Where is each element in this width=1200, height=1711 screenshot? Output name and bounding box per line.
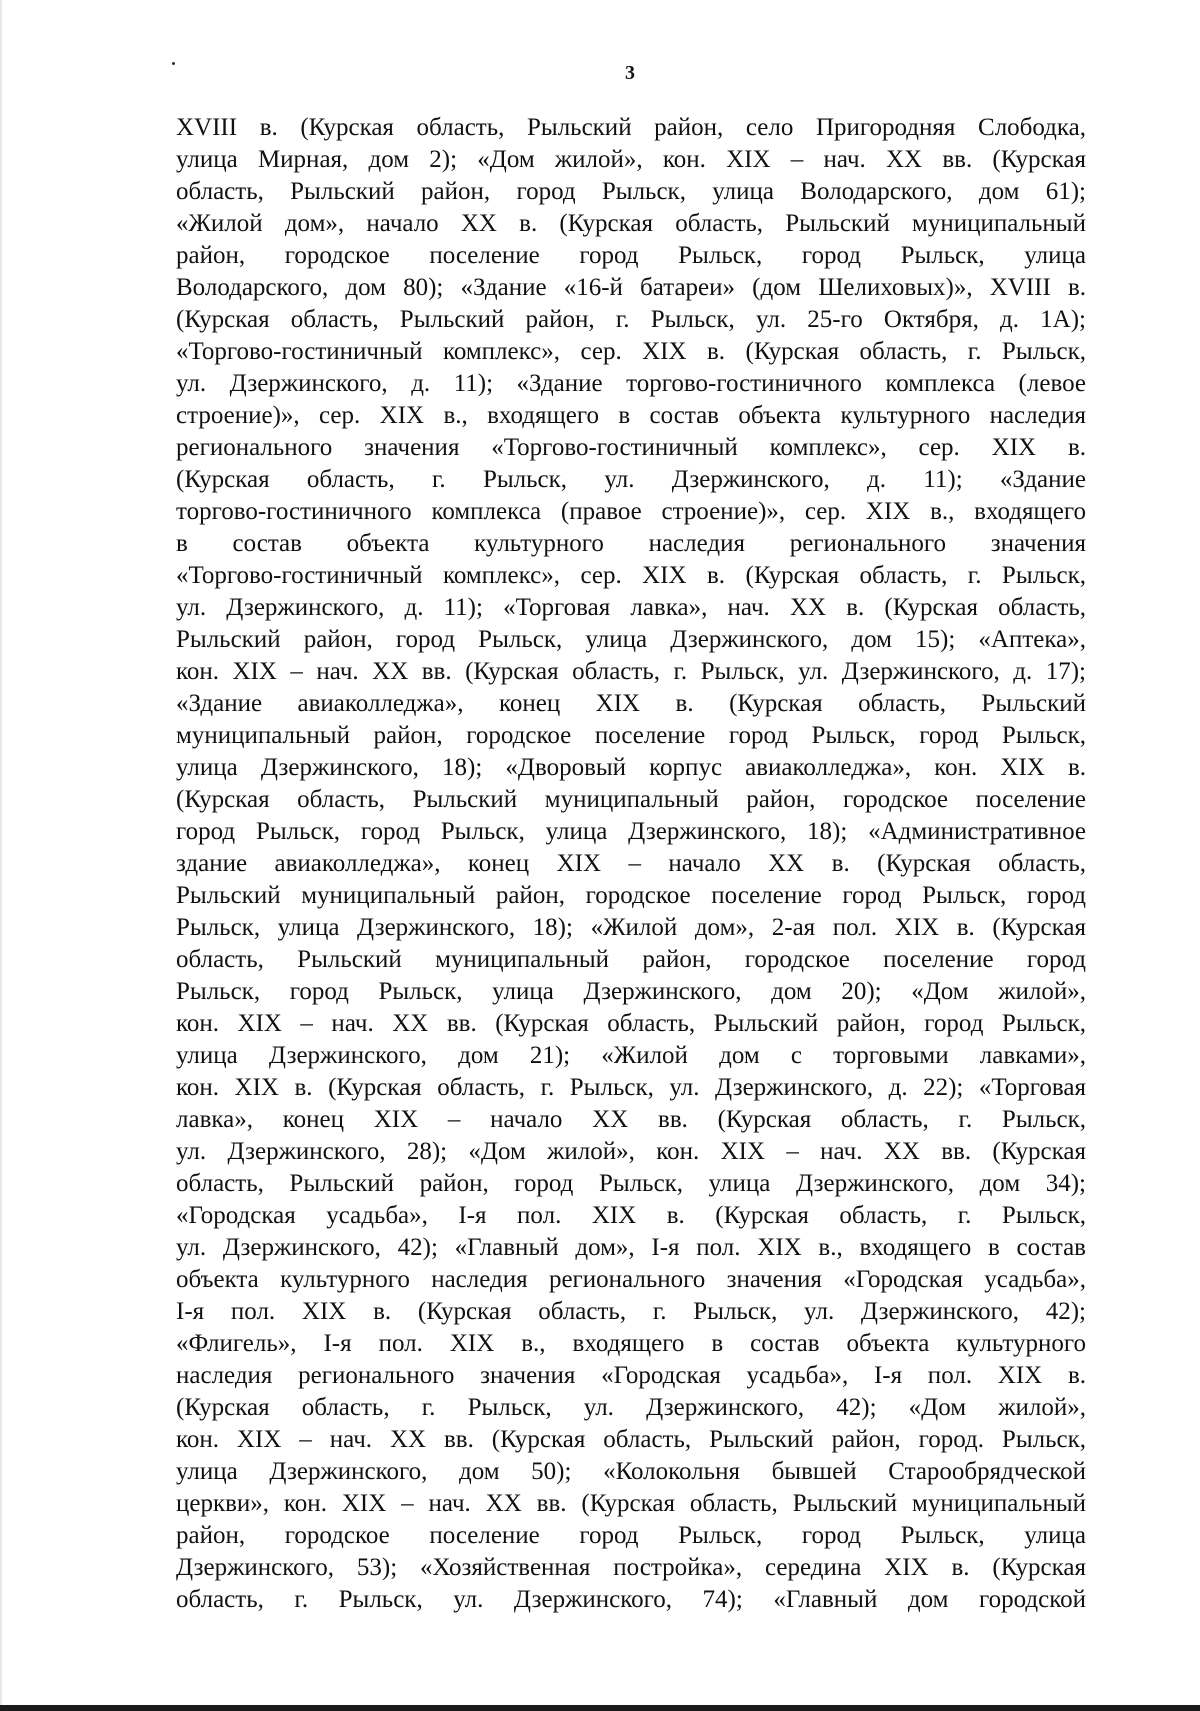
text-line: «Торгово-гостиничный комплекс», сер. XIX в. (Курская область, г. Рыльск, xyxy=(176,338,1086,365)
text-line: муниципальный район, городское поселение город Рыльск, город Рыльск, xyxy=(176,722,1086,749)
text-line: ул. Дзержинского, д. 11); «Торговая лавка», нач. XX в. (Курская область, xyxy=(176,594,1086,621)
text-line: кон. XIX – нач. XX вв. (Курская область, Рыльский район, город Рыльск, xyxy=(176,1010,1086,1037)
text-line: область, г. Рыльск, ул. Дзержинского, 74); «Главный дом городской xyxy=(176,1586,1086,1613)
text-line: в состав объекта культурного наследия регионального значения xyxy=(176,530,1086,557)
text-line: здание авиаколледжа», конец XIX – начало XX в. (Курская область, xyxy=(176,850,1086,877)
text-line: улица Дзержинского, дом 50); «Колокольня бывшей Старообрядческой xyxy=(176,1458,1086,1485)
text-line: торгово-гостиничного комплекса (правое строение)», сер. XIX в., входящего xyxy=(176,498,1086,525)
text-line: область, Рыльский муниципальный район, городское поселение город xyxy=(176,946,1086,973)
text-line: Рыльск, город Рыльск, улица Дзержинского, дом 20); «Дом жилой», xyxy=(176,978,1086,1005)
bottom-scan-border xyxy=(0,1705,1200,1711)
text-line: «Флигель», I-я пол. XIX в., входящего в состав объекта культурного xyxy=(176,1330,1086,1357)
text-line: Рыльск, улица Дзержинского, 18); «Жилой дом», 2-ая пол. XIX в. (Курская xyxy=(176,914,1086,941)
text-line: кон. XIX – нач. XX вв. (Курская область, Рыльский район, город. Рыльск, xyxy=(176,1426,1086,1453)
text-line: объекта культурного наследия регионального значения «Городская усадьба», xyxy=(176,1266,1086,1293)
text-line: «Городская усадьба», I-я пол. XIX в. (Курская область, г. Рыльск, xyxy=(176,1202,1086,1229)
text-line: «Жилой дом», начало XX в. (Курская область, Рыльский муниципальный xyxy=(176,210,1086,237)
text-line: область, Рыльский район, город Рыльск, улица Дзержинского, дом 34); xyxy=(176,1170,1086,1197)
text-line: наследия регионального значения «Городская усадьба», I-я пол. XIX в. xyxy=(176,1362,1086,1389)
text-line: ул. Дзержинского, 28); «Дом жилой», кон. XIX – нач. XX вв. (Курская xyxy=(176,1138,1086,1165)
text-line: строение)», сер. XIX в., входящего в состав объекта культурного наследия xyxy=(176,402,1086,429)
text-line: город Рыльск, город Рыльск, улица Дзержинского, 18); «Административное xyxy=(176,818,1086,845)
text-line: кон. XIX – нач. XX вв. (Курская область, г. Рыльск, ул. Дзержинского, д. 17); xyxy=(176,658,1086,685)
text-line: (Курская область, г. Рыльск, ул. Дзержинского, 42); «Дом жилой», xyxy=(176,1394,1086,1421)
body-text xyxy=(176,112,1086,1616)
text-line: (Курская область, Рыльский муниципальный район, городское поселение xyxy=(176,786,1086,813)
text-line: улица Мирная, дом 2); «Дом жилой», кон. XIX – нач. XX вв. (Курская xyxy=(176,146,1086,173)
text-line: «Торгово-гостиничный комплекс», сер. XIX в. (Курская область, г. Рыльск, xyxy=(176,562,1086,589)
text-line: ул. Дзержинского, 42); «Главный дом», I-я пол. XIX в., входящего в состав xyxy=(176,1234,1086,1261)
text-line: улица Дзержинского, дом 21); «Жилой дом с торговыми лавками», xyxy=(176,1042,1086,1069)
text-line: район, городское поселение город Рыльск, город Рыльск, улица xyxy=(176,242,1086,269)
text-line: ул. Дзержинского, д. 11); «Здание торгово-гостиничного комплекса (левое xyxy=(176,370,1086,397)
text-line: XVIII в. (Курская область, Рыльский район, село Пригородняя Слободка, xyxy=(176,114,1086,141)
text-line: Рыльский район, город Рыльск, улица Дзержинского, дом 15); «Аптека», xyxy=(176,626,1086,653)
text-line: кон. XIX в. (Курская область, г. Рыльск, ул. Дзержинского, д. 22); «Торговая xyxy=(176,1074,1086,1101)
scan-edge xyxy=(0,0,2,1711)
text-line: (Курская область, Рыльский район, г. Рыльск, ул. 25-го Октября, д. 1А); xyxy=(176,306,1086,333)
text-line: Володарского, дом 80); «Здание «16-й батареи» (дом Шелиховых)», XVIII в. xyxy=(176,274,1086,301)
text-line: церкви», кон. XIX – нач. XX вв. (Курская область, Рыльский муниципальный xyxy=(176,1490,1086,1517)
text-line: Рыльский муниципальный район, городское поселение город Рыльск, город xyxy=(176,882,1086,909)
text-line: (Курская область, г. Рыльск, ул. Дзержинского, д. 11); «Здание xyxy=(176,466,1086,493)
text-line: регионального значения «Торгово-гостиничный комплекс», сер. XIX в. xyxy=(176,434,1086,461)
text-line: Дзержинского, 53); «Хозяйственная постройка», середина XIX в. (Курская xyxy=(176,1554,1086,1581)
text-line: лавка», конец XIX – начало XX вв. (Курская область, г. Рыльск, xyxy=(176,1106,1086,1133)
text-line: «Здание авиаколледжа», конец XIX в. (Курская область, Рыльский xyxy=(176,690,1086,717)
text-line: I-я пол. XIX в. (Курская область, г. Рыльск, ул. Дзержинского, 42); xyxy=(176,1298,1086,1325)
text-line: район, городское поселение город Рыльск, город Рыльск, улица xyxy=(176,1522,1086,1549)
text-line: область, Рыльский район, город Рыльск, улица Володарского, дом 61); xyxy=(176,178,1086,205)
page-number: 3 xyxy=(625,62,635,84)
text-line: улица Дзержинского, 18); «Дворовый корпус авиаколледжа», кон. XIX в. xyxy=(176,754,1086,781)
